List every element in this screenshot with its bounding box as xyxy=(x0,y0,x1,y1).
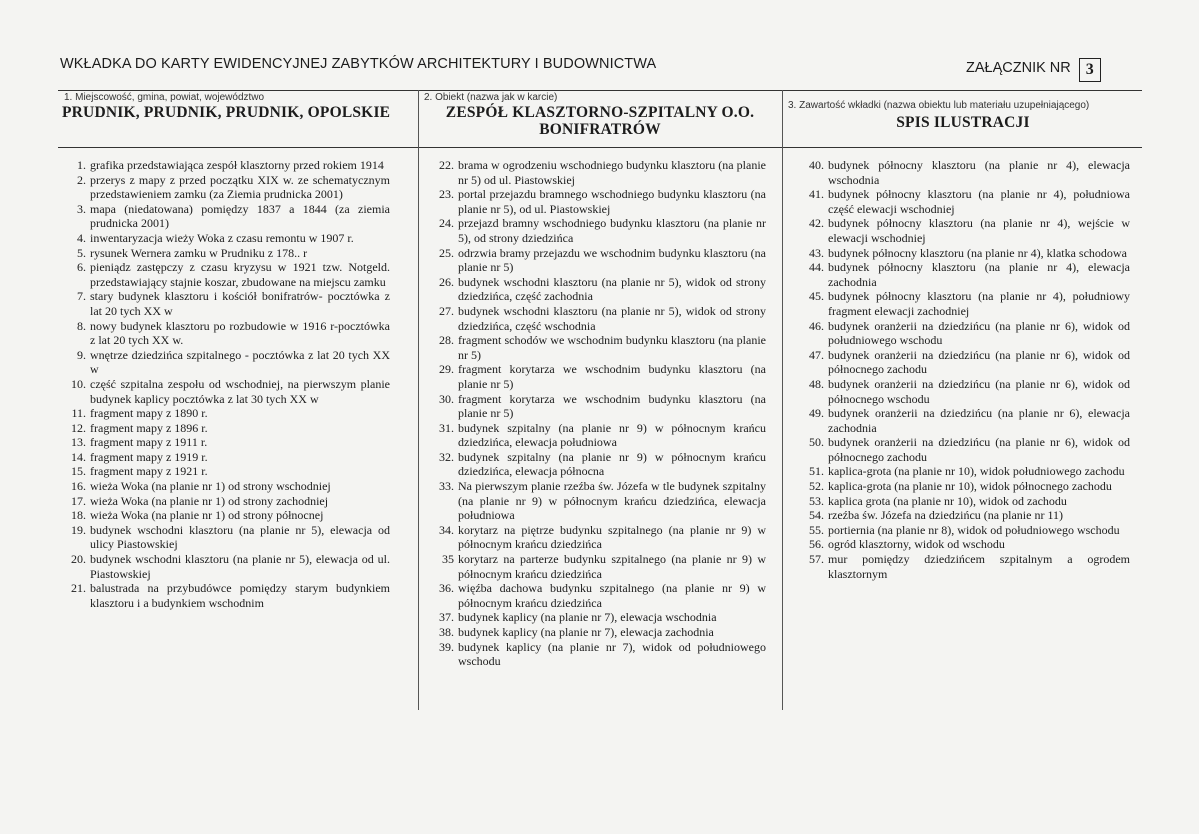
field-location xyxy=(58,92,416,121)
list-item-text: rysunek Wernera zamku w Prudniku z 178.. r xyxy=(90,245,308,260)
list-item-text: budynek kaplicy (na planie nr 7), elewacja zachodnia xyxy=(458,625,714,639)
list-item-number: 24. xyxy=(439,216,454,231)
list-item-number: 20. xyxy=(71,552,86,567)
list-item-text: budynek szpitalny (na planie nr 9) w północnym krańcu dziedzińca, elewacja północna xyxy=(458,449,766,479)
list-item-number: 51. xyxy=(809,464,824,479)
list-item-text: odrzwia bramy przejazdu we wschodnim budynku klasztoru (na planie nr 5) xyxy=(458,245,766,275)
list-item xyxy=(60,581,390,610)
list-item-text: fragment mapy z 1919 r. xyxy=(90,449,208,464)
list-item-text: budynek kaplicy (na planie nr 7), widok od południowego wschodu xyxy=(458,639,766,669)
list-item-number: 55. xyxy=(809,522,824,537)
list-item xyxy=(792,479,1130,494)
list-item-number: 25. xyxy=(439,245,454,260)
list-item-text: budynek północny klasztoru (na planie nr 4), południowy fragment elewacji zachodniej xyxy=(828,289,1130,318)
list-item-text: inwentaryzacja wieży Woka z czasu remontu w 1907 r. xyxy=(90,230,354,245)
illustration-list-column-2 xyxy=(424,158,766,669)
illustration-list-column-3 xyxy=(792,158,1130,581)
list-item xyxy=(60,479,390,494)
list-item xyxy=(60,406,390,421)
list-item-number: 2. xyxy=(77,172,86,187)
list-item xyxy=(792,187,1130,216)
list-item xyxy=(792,464,1130,479)
list-item-text: wieża Woka (na planie nr 1) od strony zachodniej xyxy=(90,493,329,508)
list-item-number: 33. xyxy=(439,479,454,494)
list-item-text: budynek oranżerii na dziedzińcu (na planie nr 6), widok od północnego zachodu xyxy=(828,347,1130,377)
list-item-text: ogród klasztorny, widok od wschodu xyxy=(828,537,1005,552)
list-item-number: 7. xyxy=(77,289,86,304)
list-item xyxy=(424,625,766,640)
list-item-number: 48. xyxy=(809,376,824,391)
list-item-text: budynek oranżerii na dziedzińcu (na planie nr 6), elewacja zachodnia xyxy=(828,406,1130,435)
list-item xyxy=(424,581,766,610)
form-title: WKŁADKA DO KARTY EWIDENCYJNEJ ZABYTKÓW ARCHITEKTURY I BUDOWNICTWA xyxy=(60,56,657,72)
list-item-text: budynek szpitalny (na planie nr 9) w północnym krańcu dziedzińca, elewacja południowa xyxy=(458,420,766,450)
list-item-text: fragment schodów we wschodnim budynku klasztoru (na planie nr 5) xyxy=(458,333,766,362)
list-item xyxy=(60,508,390,523)
list-item-number: 32. xyxy=(439,449,454,464)
list-item xyxy=(60,246,390,261)
list-item-number: 26. xyxy=(439,274,454,289)
list-item-number: 6. xyxy=(77,260,86,275)
list-item xyxy=(792,537,1130,552)
list-item-text: budynek wschodni klasztoru (na planie nr 5), widok od strony dziedzińca, część zachodnia xyxy=(458,274,766,304)
list-item xyxy=(60,348,390,377)
list-item-number: 54. xyxy=(809,508,824,523)
list-item-text: kaplica grota (na planie nr 10), widok od zachodu xyxy=(828,493,1067,508)
list-item-text: budynek północny klasztoru (na planie nr 4), wejście w elewacji wschodniej xyxy=(828,216,1130,245)
list-item-text: nowy budynek klasztoru po rozbudowie w 1916 r-pocztówka z lat 20 tych XX w. xyxy=(90,318,390,348)
list-item xyxy=(792,552,1130,581)
list-item xyxy=(424,479,766,523)
list-item-text: budynek północny klasztoru (na planie nr 4), elewacja zachodnia xyxy=(828,260,1130,289)
list-item xyxy=(792,158,1130,187)
list-item-text: korytarz na piętrze budynku szpitalnego (na planie nr 9) w północnym krańcu dziedzińca xyxy=(458,522,766,552)
list-item xyxy=(792,377,1130,406)
list-item-text: balustrada na przybudówce pomiędzy starym budynkiem klasztoru i a budynkiem wschodnim xyxy=(90,581,390,610)
list-item xyxy=(424,304,766,333)
field-contents-value: SPIS ILUSTRACJI xyxy=(896,114,1030,131)
list-item-number: 15. xyxy=(71,464,86,479)
list-item-text: budynek oranżerii na dziedzińcu (na planie nr 6), widok od północnego zachodu xyxy=(828,435,1130,464)
list-item xyxy=(60,289,390,318)
header-top-rule xyxy=(58,90,1142,91)
list-item-number: 47. xyxy=(809,347,824,362)
list-item-text: kaplica-grota (na planie nr 10), widok południowego zachodu xyxy=(828,464,1125,479)
list-item-number: 23. xyxy=(439,187,454,202)
field-location-value: PRUDNIK, PRUDNIK, PRUDNIK, OPOLSKIE xyxy=(62,104,391,121)
field-object-value: ZESPÓŁ KLASZTORNO-SZPITALNY O.O. BONIFRATRÓW xyxy=(445,104,755,138)
list-item-number: 50. xyxy=(809,435,824,450)
list-item-text: przerys z mapy z przed początku XIX w. ze schematycznym przedstawieniem zamku (za Ziemia prudnicka 2001) xyxy=(90,172,390,202)
list-item-number: 52. xyxy=(809,479,824,494)
list-item xyxy=(424,216,766,245)
list-item xyxy=(792,406,1130,435)
list-item-number: 38. xyxy=(439,625,454,639)
list-item xyxy=(424,392,766,421)
list-item-number: 37. xyxy=(439,610,454,625)
list-item-number: 42. xyxy=(809,216,824,231)
list-item xyxy=(424,640,766,669)
list-item-number: 45. xyxy=(809,289,824,304)
list-item-text: fragment mapy z 1896 r. xyxy=(90,420,208,435)
list-item-number: 27. xyxy=(439,303,454,318)
list-item xyxy=(60,494,390,509)
list-item-number: 41. xyxy=(809,187,824,202)
list-item-number: 35 xyxy=(442,552,454,567)
list-item xyxy=(60,260,390,289)
list-item-text: budynek wschodni klasztoru (na planie nr 5), elewacja od ulicy Piastowskiej xyxy=(90,522,390,552)
list-item xyxy=(792,319,1130,348)
annex-label: ZAŁĄCZNIK NR xyxy=(966,60,1071,76)
list-item-text: fragment korytarza we wschodnim budynku klasztoru (na planie nr 5) xyxy=(458,362,766,391)
column-divider-1 xyxy=(418,90,419,710)
list-item xyxy=(60,202,390,231)
list-item-number: 17. xyxy=(71,493,86,508)
list-item xyxy=(792,348,1130,377)
list-item-number: 3. xyxy=(77,201,86,216)
list-item-number: 12. xyxy=(71,420,86,435)
list-item-number: 14. xyxy=(71,449,86,464)
list-item xyxy=(60,435,390,450)
list-item-text: budynek wschodni klasztoru (na planie nr 5), elewacja od ul. Piastowskiej xyxy=(90,552,390,581)
list-item-number: 43. xyxy=(809,245,824,260)
list-item xyxy=(424,158,766,187)
list-item-number: 40. xyxy=(809,158,824,172)
list-item-number: 19. xyxy=(71,522,86,537)
list-item-text: fragment mapy z 1921 r. xyxy=(90,464,208,479)
list-item xyxy=(792,508,1130,523)
list-item-text: część szpitalna zespołu od wschodniej, na pierwszym planie budynek kaplicy pocztówka z lat 30 tych XX w xyxy=(90,376,390,406)
list-item xyxy=(60,319,390,348)
header-bottom-rule xyxy=(58,147,1142,148)
list-item-number: 4. xyxy=(77,230,86,245)
list-item xyxy=(60,450,390,465)
list-item-number: 28. xyxy=(439,333,454,348)
field-contents-label: 3. Zawartość wkładki (nazwa obiektu lub materiału uzupełniającego) xyxy=(788,100,1090,111)
list-item xyxy=(792,246,1130,261)
list-item-text: kaplica-grota (na planie nr 10), widok północnego zachodu xyxy=(828,479,1112,494)
list-item-text: stary budynek klasztoru i kościół bonifratrów- pocztówka z lat 20 tych XX w xyxy=(90,289,390,318)
list-item-number: 49. xyxy=(809,406,824,421)
list-item xyxy=(60,173,390,202)
list-item xyxy=(60,552,390,581)
field-location-label: 1. Miejscowość, gmina, powiat, województwo xyxy=(64,92,265,103)
list-item-number: 56. xyxy=(809,537,824,552)
list-item xyxy=(424,421,766,450)
list-item-text: budynek północny klasztoru (na planie nr 4), klatka schodowa xyxy=(828,245,1127,260)
list-item-text: korytarz na parterze budynku szpitalnego (na planie nr 9) w północnym krańcu dziedzińca xyxy=(458,552,766,581)
field-object-label: 2. Obiekt (nazwa jak w karcie) xyxy=(424,92,558,103)
list-item xyxy=(792,260,1130,289)
list-item xyxy=(60,377,390,406)
list-item-text: rzeźba św. Józefa na dziedzińcu (na planie nr 11) xyxy=(828,508,1063,523)
list-item xyxy=(424,275,766,304)
list-item-number: 8. xyxy=(77,318,86,333)
list-item-number: 18. xyxy=(71,508,86,523)
list-item xyxy=(792,523,1130,538)
list-item xyxy=(424,610,766,625)
list-item-number: 36. xyxy=(439,581,454,596)
list-item-text: budynek oranżerii na dziedzińcu (na planie nr 6), widok od południowego wschodu xyxy=(828,318,1130,348)
list-item-number: 31. xyxy=(439,420,454,435)
list-item xyxy=(424,362,766,391)
list-item-text: budynek północny klasztoru (na planie nr 4), południowa część elewacji wschodniej xyxy=(828,187,1130,216)
list-item-text: pieniądz zastępczy z czasu kryzysu w 1921 tzw. Notgeld. przedstawiający stajnie koszar, zbudowane na miejscu zamku xyxy=(90,260,390,289)
list-item-number: 11. xyxy=(71,406,86,421)
list-item-number: 13. xyxy=(71,435,86,450)
list-item-text: przejazd bramny wschodniego budynku klasztoru (na planie nr 5), od strony dziedzińca xyxy=(458,216,766,245)
list-item-text: budynek północny klasztoru (na planie nr 4), elewacja wschodnia xyxy=(828,158,1130,187)
list-item-text: Na pierwszym planie rzeźba św. Józefa w tle budynek szpitalny (na planie nr 9) w północnym krańcu dziedzińca, elewacja południowa xyxy=(458,479,766,523)
list-item xyxy=(424,552,766,581)
list-item-text: portiernia (na planie nr 8), widok od południowego wschodu xyxy=(828,522,1120,537)
list-item-number: 39. xyxy=(439,639,454,654)
list-item-number: 53. xyxy=(809,493,824,508)
list-item-text: fragment mapy z 1911 r. xyxy=(90,435,208,450)
list-item-number: 34. xyxy=(439,522,454,537)
list-item-text: budynek kaplicy (na planie nr 7), elewacja wschodnia xyxy=(458,610,717,625)
list-item-number: 57. xyxy=(809,552,824,567)
list-item xyxy=(424,333,766,362)
illustration-list-column-1 xyxy=(60,158,390,610)
list-item-number: 5. xyxy=(77,245,86,260)
list-item xyxy=(424,246,766,275)
list-item xyxy=(60,523,390,552)
annex-label-group xyxy=(966,56,1101,80)
list-item-text: portal przejazdu bramnego wschodniego budynku klasztoru (na planie nr 5), od ul. Piastowskiej xyxy=(458,187,766,216)
list-item-number: 30. xyxy=(439,391,454,406)
list-item-number: 1. xyxy=(77,158,86,172)
list-item-number: 10. xyxy=(71,376,86,391)
list-item xyxy=(424,450,766,479)
field-contents xyxy=(784,100,1142,131)
list-item xyxy=(792,216,1130,245)
list-item-text: grafika przedstawiająca zespół klasztorny przed rokiem 1914 xyxy=(90,158,384,172)
list-item-text: budynek oranżerii na dziedzińcu (na planie nr 6), widok od północnego wschodu xyxy=(828,376,1130,406)
list-item-text: brama w ogrodzeniu wschodniego budynku klasztoru (na planie nr 5) od ul. Piastowskiej xyxy=(458,158,766,187)
list-item xyxy=(60,421,390,436)
column-divider-2 xyxy=(782,90,783,710)
list-item-text: budynek wschodni klasztoru (na planie nr 5), widok od strony dziedzińca, część wschodnia xyxy=(458,303,766,333)
list-item xyxy=(424,187,766,216)
list-item-text: mur pomiędzy dziedzińcem szpitalnym a ogrodem klasztornym xyxy=(828,552,1130,581)
list-item-text: wnętrze dziedzińca szpitalnego - pocztówka z lat 20 tych XX w xyxy=(90,347,390,377)
list-item-number: 22. xyxy=(439,158,454,172)
annex-number-box: 3 xyxy=(1079,58,1101,82)
list-item xyxy=(424,523,766,552)
field-object xyxy=(420,92,780,138)
list-item-number: 46. xyxy=(809,318,824,333)
list-item-text: więźba dachowa budynku szpitalnego (na planie nr 9) w północnym krańcu dziedzińca xyxy=(458,581,766,610)
list-item xyxy=(60,158,390,173)
list-item xyxy=(60,231,390,246)
list-item-text: fragment korytarza we wschodnim budynku klasztoru (na planie nr 5) xyxy=(458,391,766,421)
list-item xyxy=(792,289,1130,318)
list-item-number: 44. xyxy=(809,260,824,275)
list-item-text: fragment mapy z 1890 r. xyxy=(90,406,208,421)
list-item xyxy=(792,435,1130,464)
list-item-number: 16. xyxy=(71,479,86,494)
list-item xyxy=(792,494,1130,509)
list-item-text: wieża Woka (na planie nr 1) od strony wschodniej xyxy=(90,479,331,494)
list-item-number: 29. xyxy=(439,362,454,377)
list-item xyxy=(60,464,390,479)
list-item-text: wieża Woka (na planie nr 1) od strony północnej xyxy=(90,508,324,523)
list-item-text: mapa (niedatowana) pomiędzy 1837 a 1844 (za ziemia prudnicka 2001) xyxy=(90,201,390,231)
list-item-number: 9. xyxy=(77,347,86,362)
list-item-number: 21. xyxy=(71,581,86,596)
